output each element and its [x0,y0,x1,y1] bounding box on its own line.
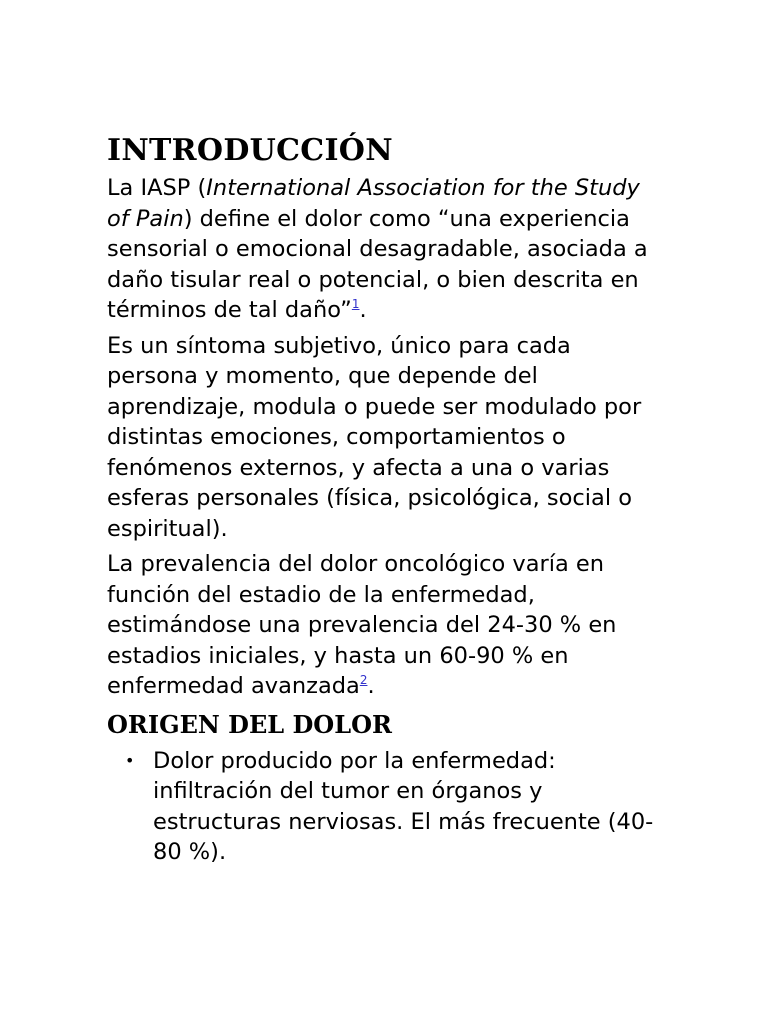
intro-paragraph-1 [107,173,667,326]
p3-end: . [367,673,375,699]
p1-end: . [359,297,367,323]
intro-heading: INTRODUCCIÓN [107,133,393,168]
footnote-ref-2[interactable]: 2 [359,673,368,687]
p1-pre: La IASP ( [107,175,207,201]
intro-paragraph-3 [107,549,667,702]
footnote-ref-1[interactable]: 1 [351,297,360,311]
bullet-icon: • [125,750,135,770]
list-item [107,746,667,868]
article-body [107,133,667,868]
p3-text: La prevalencia del dolor oncológico varía en función del estadio de la enfermedad, estimándose una prevalencia del 24-30 % en estadios iniciales, y hasta un 60-90 % en enfermedad avanzada [107,551,617,699]
origin-list [107,746,667,868]
list-item-text: Dolor producido por la enfermedad: infiltración del tumor en órganos y estructuras nerviosas. El más frecuente (40-80 %). [153,747,654,865]
iasp-full-name: International Association for the Study of Pain [107,175,640,232]
intro-paragraph-2: Es un síntoma subjetivo, único para cada persona y momento, que depende del aprendizaje, modula o puede ser modulado por distintas emociones, comportamientos o fenómenos externos, y afecta a una o varias esferas personales (física, psicológica, social o espiritual). [107,332,642,542]
origin-heading: ORIGEN DEL DOLOR [107,709,392,739]
p1-post: ) define el dolor como “una experiencia sensorial o emocional desagradable, asociada a daño tisular real o potencial, o bien descrita en términos de tal daño” [107,205,648,323]
